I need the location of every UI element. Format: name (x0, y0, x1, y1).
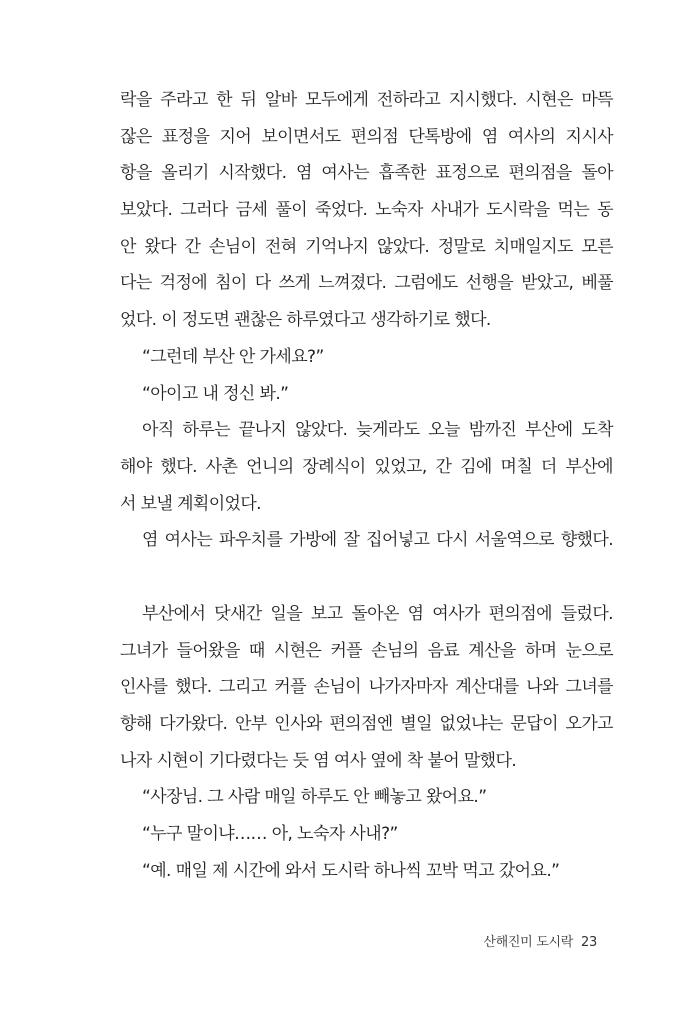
text-line: 안 왔다 간 손님이 전혀 기억나지 않았다. 정말로 치매일지도 모른 (120, 236, 613, 257)
text-line: “예. 매일 제 시간에 와서 도시락 하나씩 꼬박 먹고 갔어요.” (142, 860, 560, 881)
page-number: 23 (581, 935, 597, 950)
page-footer (475, 931, 597, 950)
text-line: “그런데 부산 안 가세요?” (142, 346, 324, 367)
text-block-1 (120, 82, 613, 559)
text-line: 그녀가 들어왔을 때 시현은 커플 손님의 음료 계산을 하며 눈으로 (120, 640, 613, 661)
running-title: 산해진미 도시락 (483, 935, 574, 950)
page-body (120, 82, 613, 889)
text-line: 서 보낼 계획이었다. (120, 493, 261, 514)
text-line: 다는 걱정에 침이 다 쓰게 느껴졌다. 그럼에도 선행을 받았고, 베풀 (120, 273, 613, 294)
section-break (120, 559, 613, 596)
text-line: 었다. 이 정도면 괜찮은 하루였다고 생각하기로 했다. (120, 310, 491, 331)
text-line: 보았다. 그러다 금세 풀이 죽었다. 노숙자 사내가 도시락을 먹는 동 (120, 200, 613, 221)
text-line: 항을 올리기 시작했다. 염 여사는 흡족한 표정으로 편의점을 돌아 (120, 163, 613, 184)
text-line: 아직 하루는 끝나지 않았다. 늦게라도 오늘 밤까진 부산에 도착 (142, 420, 613, 441)
text-line: “누구 말이냐…… 아, 노숙자 사내?” (142, 824, 398, 845)
text-line: 향해 다가왔다. 안부 인사와 편의점엔 별일 없었냐는 문답이 오가고 (120, 714, 613, 734)
text-line: 염 여사는 파우치를 가방에 잘 집어넣고 다시 서울역으로 향했다. (142, 530, 613, 551)
text-line: 잖은 표정을 지어 보이면서도 편의점 단톡방에 염 여사의 지시사 (120, 126, 613, 147)
text-line: 나자 시현이 기다렸다는 듯 염 여사 옆에 착 붙어 말했다. (120, 750, 517, 771)
text-line: “사장님. 그 사람 매일 하루도 안 빼놓고 왔어요.” (142, 787, 487, 808)
text-line: 락을 주라고 한 뒤 알바 모두에게 전하라고 지시했다. 시현은 마뜩 (120, 90, 613, 110)
text-block-2 (120, 596, 613, 890)
text-line: 인사를 했다. 그리고 커플 손님이 나가자마자 계산대를 나와 그녀를 (120, 677, 613, 698)
text-line: 해야 했다. 사촌 언니의 장례식이 있었고, 간 김에 며칠 더 부산에 (120, 456, 613, 477)
text-line: “아이고 내 정신 봐.” (142, 383, 289, 404)
text-line: 부산에서 닷새간 일을 보고 돌아온 염 여사가 편의점에 들렀다. (142, 603, 613, 624)
